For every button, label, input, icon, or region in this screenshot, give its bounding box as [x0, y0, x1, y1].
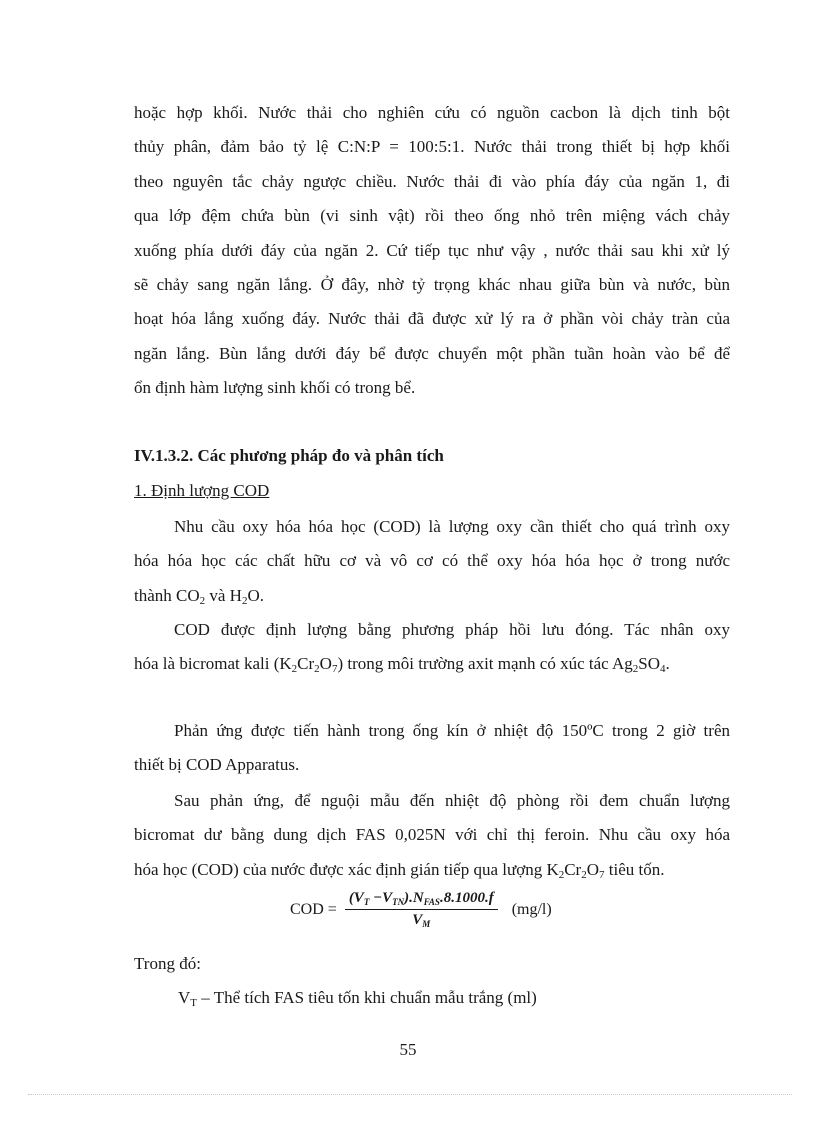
- formula-unit: (mg/l): [511, 900, 552, 918]
- paragraph-reactor-description: [134, 96, 730, 406]
- paragraph-line: Sau phản ứng, để nguội mẫu đến nhiệt độ phòng rồi đem chuẩn lượng: [174, 791, 730, 810]
- paragraph-line: bicromat dư bằng dung dịch FAS 0,025N với chỉ thị feroin. Nhu cầu oxy hóa: [134, 825, 730, 845]
- paragraph-line: thiết bị COD Apparatus.: [134, 755, 300, 775]
- page-number: 55: [399, 1040, 417, 1059]
- page-bottom-border: [28, 1094, 792, 1095]
- paragraph-line: ngăn lắng. Bùn lắng dưới đáy bể được chuyển một phần tuần hoàn vào bể để: [134, 343, 730, 363]
- paragraph-cod-method: [134, 613, 730, 682]
- paragraph-line: sẽ chảy sang ngăn lắng. Ở đây, nhờ tỷ trọng khác nhau giữa bùn và nước, bùn: [134, 274, 730, 294]
- paragraph-cod-definition: [134, 510, 730, 613]
- formula-denominator: $V_M$: [412, 912, 431, 929]
- paragraph-line: xuống phía dưới đáy của ngăn 2. Cứ tiếp tục như vậy , nước thải sau khi xử lý: [134, 240, 730, 260]
- paragraph-line: Nhu cầu oxy hóa hóa học (COD) là lượng oxy cần thiết cho quá trình oxy: [174, 517, 730, 536]
- paragraph-last-line: ổn định hàm lượng sinh khối có trong bể.: [134, 378, 416, 398]
- paragraph-line: hoặc hợp khối. Nước thải cho nghiên cứu có nguồn cacbon là dịch tinh bột: [134, 103, 730, 122]
- subsection-heading: 1. Định lượng COD: [134, 481, 270, 500]
- paragraph-line: qua lớp đệm chứa bùn (vi sinh vật) rồi theo ống nhỏ trên miệng vách chảy: [134, 206, 730, 226]
- formula-lhs: COD =: [290, 900, 337, 918]
- definition-vt: $V_T$ – Thể tích FAS tiêu tốn khi chuẩn mẫu trắng (ml): [178, 988, 537, 1009]
- paragraph-titration: [134, 784, 730, 887]
- paragraph-line: hoạt hóa lắng xuống đáy. Nước thải đã được xử lý ra ở phần vòi chảy tràn của: [134, 309, 730, 329]
- paragraph-reaction: [134, 714, 730, 783]
- paragraph-line-with-formulas: hóa học (COD) của nước được xác định gián tiếp qua lượng $K_2Cr_2O_7$ tiêu tốn.: [134, 859, 665, 881]
- section-heading: IV.1.3.2. Các phương pháp đo và phân tích: [134, 446, 444, 465]
- cod-formula: [290, 890, 552, 929]
- formula-numerator: $(V_T -V_{TN}).N_{FAS}.8.1000.f$: [345, 890, 498, 910]
- paragraph-line: COD được định lượng bằng phương pháp hồi lưu đóng. Tác nhân oxy: [174, 620, 730, 639]
- paragraph-line-with-formulas: hóa là bicromat kali $(K_2Cr_2O_7)$ trong môi trường axit mạnh có xúc tác $Ag_2SO_4$.: [134, 654, 670, 676]
- formula-fraction: [345, 890, 498, 929]
- paragraph-line: theo nguyên tắc chảy ngược chiều. Nước thải đi vào phía đáy của ngăn 1, đi: [134, 171, 730, 191]
- paragraph-line: Phản ứng được tiến hành trong ống kín ở nhiệt độ 150ºC trong 2 giờ trên: [174, 721, 730, 740]
- paragraph-line: hóa hóa học các chất hữu cơ và vô cơ có thể oxy hóa hóa học ở trong nước: [134, 551, 730, 571]
- where-label: Trong đó:: [134, 954, 201, 973]
- paragraph-line: thủy phân, đảm bảo tỷ lệ C:N:P = 100:5:1. Nước thải trong thiết bị hợp khối: [134, 137, 730, 157]
- paragraph-line-with-formulas: thành $CO_2$ và $H_2O$.: [134, 585, 264, 607]
